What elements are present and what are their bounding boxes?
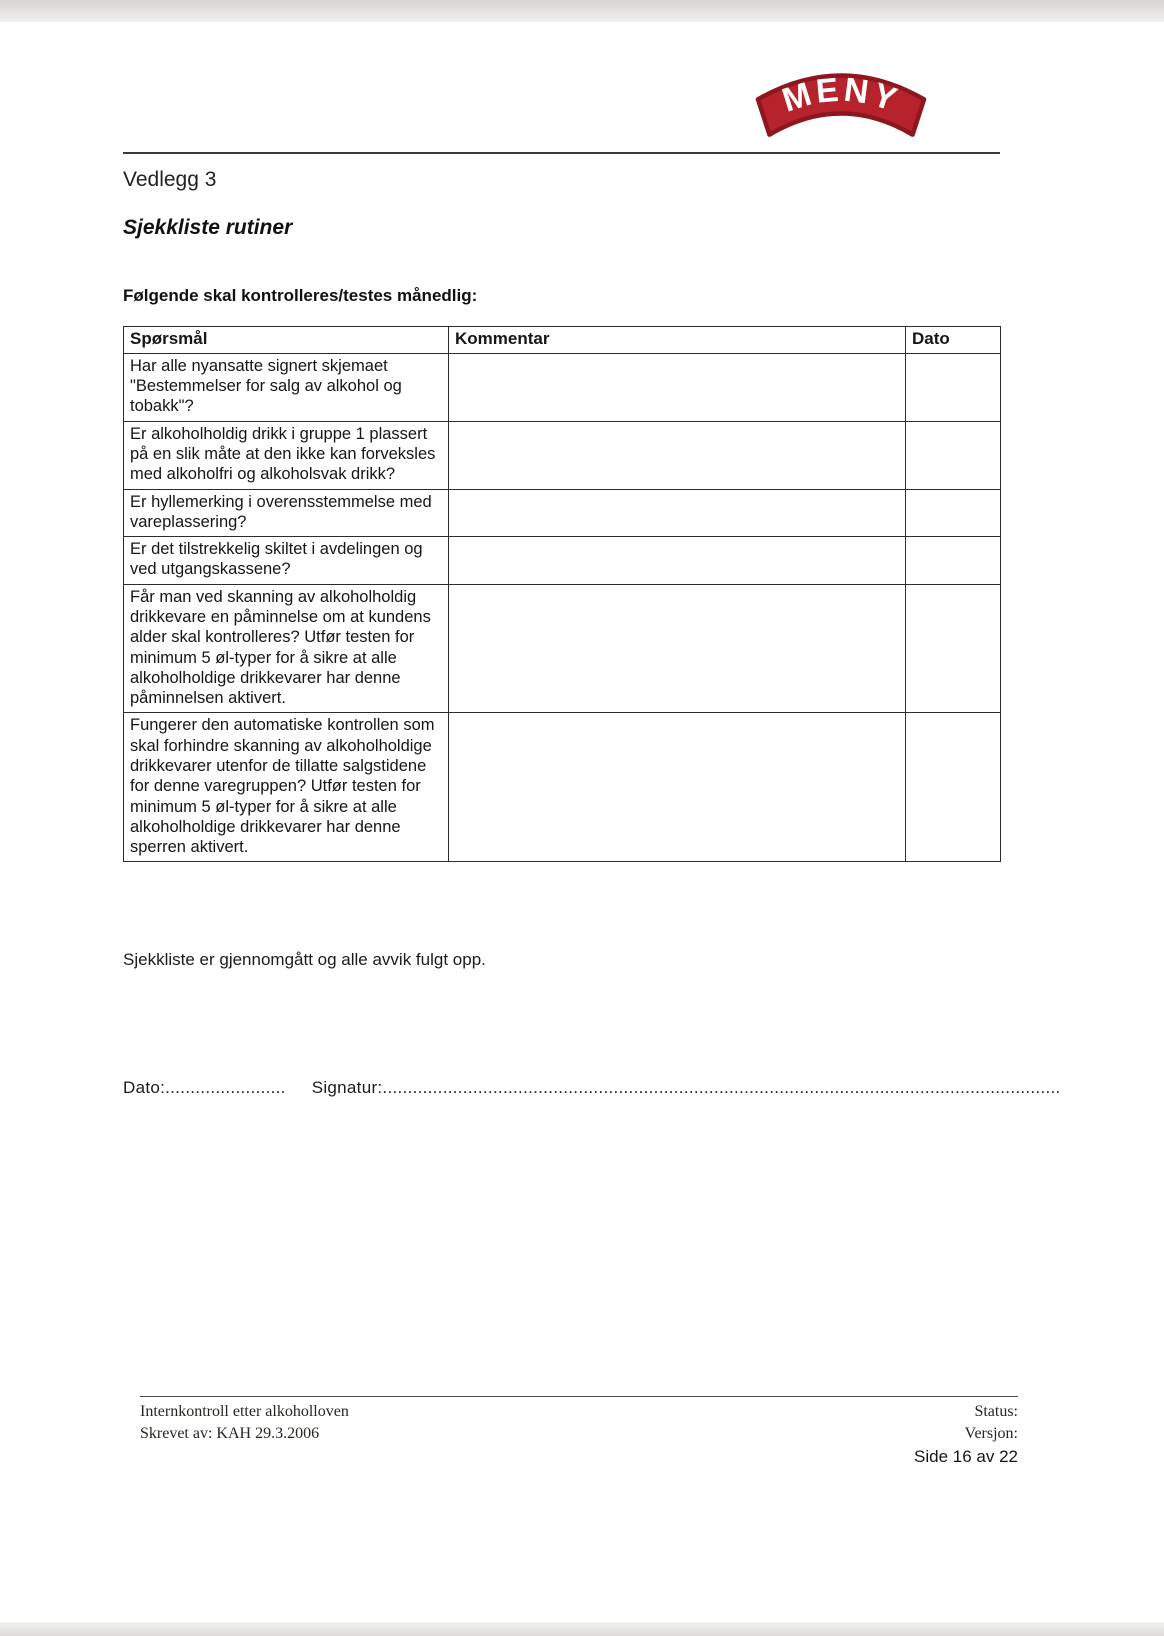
question-cell: Er det tilstrekkelig skiltet i avdelingen og ved utgangskassene? <box>124 537 449 585</box>
signature-line <box>123 1078 1061 1098</box>
question-cell: Er alkoholholdig drikk i gruppe 1 plassert på en slik måte at den ikke kan forveksles med alkoholfri og alkoholsvak drikk? <box>124 421 449 489</box>
page-footer <box>140 1396 1018 1469</box>
date-cell <box>906 584 1001 713</box>
date-cell <box>906 489 1001 537</box>
table-row <box>124 489 1001 537</box>
confirmation-text: Sjekkliste er gjennomgått og alle avvik fulgt opp. <box>123 950 486 970</box>
page-title: Sjekkliste rutiner <box>123 216 293 239</box>
table-row <box>124 537 1001 585</box>
date-cell <box>906 353 1001 421</box>
question-cell: Har alle nyansatte signert skjemaet "Bestemmelser for salg av alkohol og tobakk"? <box>124 353 449 421</box>
footer-status-label: Status: <box>974 1403 1018 1420</box>
footer-author: Skrevet av: KAH 29.3.2006 <box>140 1424 320 1442</box>
question-cell: Er hyllemerking i overensstemmelse med vareplassering? <box>124 489 449 537</box>
table-row <box>124 353 1001 421</box>
scan-artifact-bottom <box>0 1622 1164 1636</box>
question-cell: Får man ved skanning av alkoholholdig drikkevare en påminnelse om at kundens alder skal kontrolleres? Utfør testen for minimum 5 øl-typer for å sikre at alle alkoholholdige drikkevarer har denne påminnelsen aktivert. <box>124 584 449 713</box>
table-header-row <box>124 327 1001 354</box>
question-cell: Fungerer den automatiske kontrollen som skal forhindre skanning av alkoholholdige drikkevarer utenfor de tillatte salgstidene for denne varegruppen? Utfør testen for minimum 5 øl-typer for å sikre at alle alkoholholdige drikkevarer har denne sperren aktivert. <box>124 713 449 862</box>
column-header-dato: Dato <box>906 327 1001 354</box>
signature-label: Signatur:....................................................................................................................................... <box>311 1078 1061 1098</box>
attachment-heading: Vedlegg 3 <box>123 168 217 191</box>
intro-text: Følgende skal kontrolleres/testes månedlig: <box>123 286 478 305</box>
document-content <box>123 0 1061 1098</box>
comment-cell <box>449 584 906 713</box>
meny-logo-text: MENY <box>778 71 905 120</box>
footer-document-title: Internkontroll etter alkoholloven <box>140 1403 349 1420</box>
table-row <box>124 421 1001 489</box>
table-row <box>124 584 1001 713</box>
checklist-table <box>123 326 1001 862</box>
date-label: Dato:........................ <box>123 1078 286 1098</box>
header-rule <box>123 152 1000 154</box>
column-header-kommentar: Kommentar <box>449 327 906 354</box>
footer-version-label: Versjon: <box>964 1424 1018 1442</box>
footer-right-block <box>914 1401 1018 1469</box>
table-row <box>124 713 1001 862</box>
footer-left-block <box>140 1401 349 1444</box>
comment-cell <box>449 489 906 537</box>
date-cell <box>906 537 1001 585</box>
comment-cell <box>449 353 906 421</box>
date-cell <box>906 421 1001 489</box>
comment-cell <box>449 537 906 585</box>
column-header-sporsmal: Spørsmål <box>124 327 449 354</box>
date-cell <box>906 713 1001 862</box>
comment-cell <box>449 713 906 862</box>
comment-cell <box>449 421 906 489</box>
footer-page-number: Side 16 av 22 <box>914 1447 1018 1467</box>
